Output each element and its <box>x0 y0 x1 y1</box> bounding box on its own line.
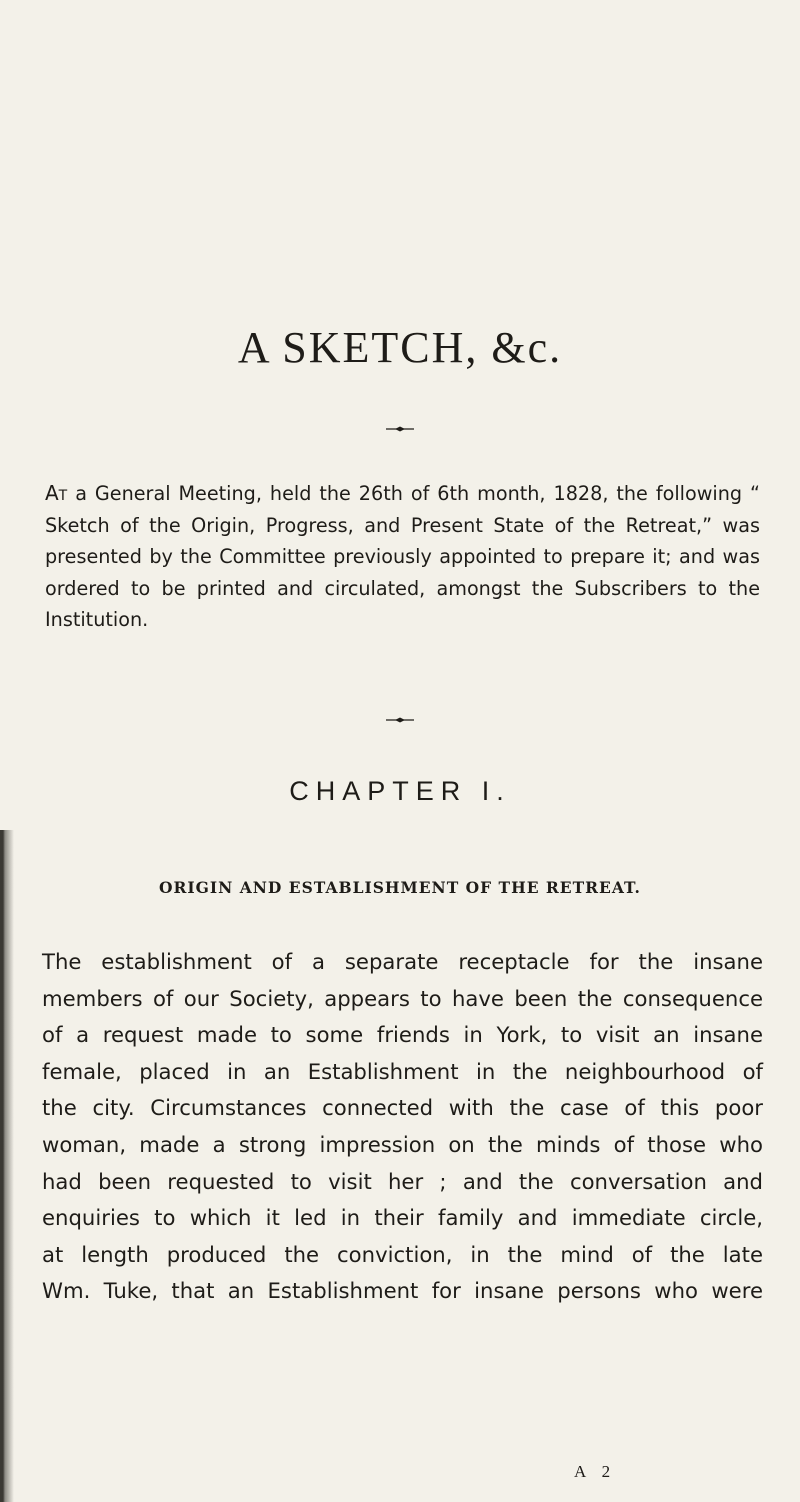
body-line: had been requested to visit her ; and the conversation and <box>42 1168 763 1194</box>
ornament-divider <box>386 426 414 432</box>
body-line: members of our Society, appears to have been the consequence <box>42 985 763 1011</box>
body-line: The establishment of a separate receptacle for the insane <box>42 949 763 974</box>
body-line: Wm. Tuke, that an Establishment for insane persons who were <box>42 1278 763 1304</box>
page-title: A SKETCH, &c. <box>237 323 563 372</box>
body-line: the city. Circumstances connected with the case of this poor <box>42 1095 763 1121</box>
signature-mark: A 2 <box>574 1462 617 1481</box>
chapter-subheading: ORIGIN AND ESTABLISHMENT OF THE RETREAT. <box>159 878 641 897</box>
body-line: woman, made a strong impression on the minds of those who <box>42 1131 763 1157</box>
body-paragraph <box>42 944 763 1310</box>
chapter-heading: CHAPTER I. <box>289 776 511 806</box>
body-line: enquiries to which it led in their family and immediate circle, <box>42 1205 763 1231</box>
ornament-divider <box>386 717 414 723</box>
intro-text: a General Meeting, held the 26th of 6th month, 1828, the following “ Sketch of the Origin, Progress, and Present State of the Retreat,” was presented by the Committee previously appointed to prepare it; and was ordered to be printed and circulated, amongst the Subscribers to the Institution. <box>45 482 760 631</box>
intro-lead: At <box>45 481 68 505</box>
body-line: at length produced the conviction, in the mind of the late <box>42 1241 763 1267</box>
page-shadow-edge <box>0 830 14 1502</box>
body-line: of a request made to some friends in York, to visit an insane <box>42 1022 763 1048</box>
body-line: female, placed in an Establishment in the neighbourhood of <box>42 1058 763 1084</box>
intro-paragraph <box>45 478 760 636</box>
